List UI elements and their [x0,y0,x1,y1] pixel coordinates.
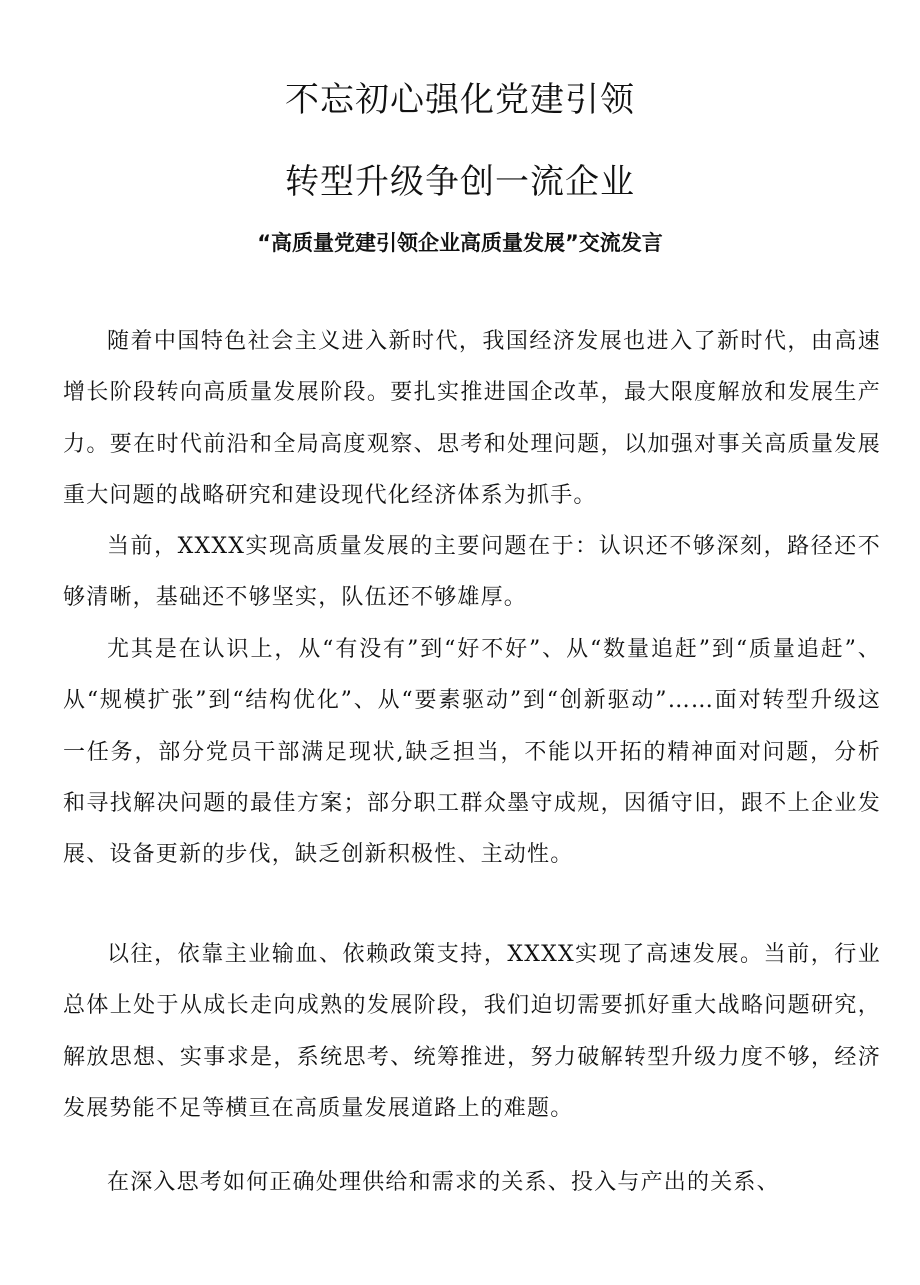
body-paragraph-5: 在深入思考如何正确处理供给和需求的关系、投入与产出的关系、 [107,1170,780,1195]
body-paragraph-3: 尤其是在认识上，从“有没有”到“好不好”、从“数量追赶”到“质量追赶”、从“规模扩张”到“结构优化”、从“要素驱动”到“创新驱动”……面对转型升级这一任务，部分党员干部满足现状,缺乏担当，不能以开拓的精神面对问题，分析和寻找解决问题的最佳方案；部分职工群众墨守成规，因循守旧，跟不上企业发展、设备更新的步伐，缺乏创新积极性、主动性。 [63,637,881,868]
body-paragraph-2: 当前，XXXX实现高质量发展的主要问题在于：认识还不够深刻，路径还不够清晰，基础还不够坚实，队伍还不够雄厚。 [63,534,881,611]
document-title-line-1: 不忘初心强化党建引领 [285,80,635,120]
body-paragraph-1: 随着中国特色社会主义进入新时代，我国经济发展也进入了新时代，由高速增长阶段转向高质量发展阶段。要扎实推进国企改革，最大限度解放和发展生产力。要在时代前沿和全局高度观察、思考和处理问题，以加强对事关高质量发展重大问题的战略研究和建设现代化经济体系为抓手。 [63,329,881,508]
document-title-line-2: 转型升级争创一流企业 [285,162,635,202]
document-subtitle: “高质量党建引领企业高质量发展”交流发言 [257,231,663,255]
body-paragraph-4: 以往，依靠主业输血、依赖政策支持，XXXX实现了高速发展。当前，行业总体上处于从成长走向成熟的发展阶段，我们迫切需要抓好重大战略问题研究，解放思想、实事求是，系统思考、统筹推进，努力破解转型升级力度不够，经济发展势能不足等横亘在高质量发展道路上的难题。 [63,942,881,1121]
